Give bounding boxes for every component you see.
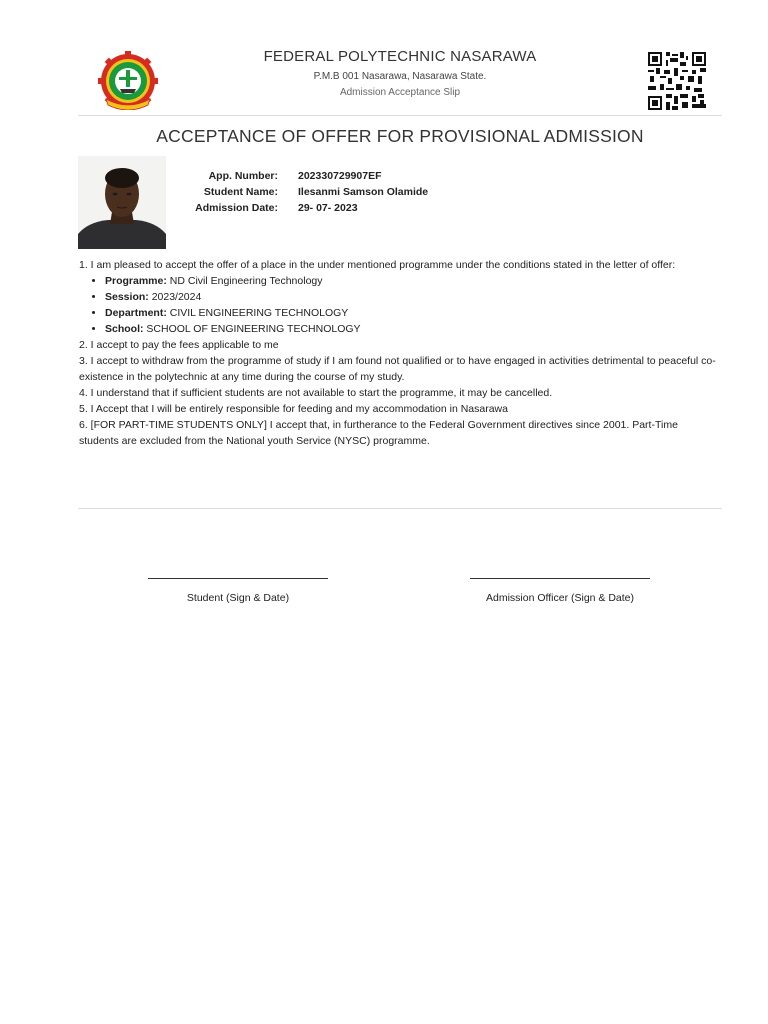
session-label: Session: <box>105 291 149 303</box>
list-item <box>105 305 719 321</box>
admission-date-value: 29- 07- 2023 <box>298 201 358 214</box>
officer-signature-label: Admission Officer (Sign & Date) <box>485 592 635 604</box>
student-photo <box>78 156 166 249</box>
clause-6: 6. [FOR PART-TIME STUDENTS ONLY] I accept that, in furtherance to the Federal Government directives since 2001. Part-Time students are excluded from the National youth Service (NYSC) programme. <box>79 419 678 447</box>
student-signature-block <box>148 570 328 604</box>
clause-3: 3. I accept to withdraw from the programme of study if I am found not qualified or to have engaged in activities detrimental to peaceful co-existence in the polytechnic at any time during the course of my study. <box>79 355 716 383</box>
programme-value: ND Civil Engineering Technology <box>169 275 323 287</box>
qr-code-icon <box>648 52 706 110</box>
department-value: CIVIL ENGINEERING TECHNOLOGY <box>169 307 349 319</box>
document-header <box>78 40 722 116</box>
clause-1: 1. I am pleased to accept the offer of a place in the under mentioned programme under the conditions stated in the letter of offer: <box>79 259 676 271</box>
list-item <box>105 273 719 289</box>
student-name-value: Ilesanmi Samson Olamide <box>298 185 429 198</box>
app-number-value: 202330729907EF <box>298 169 382 182</box>
programme-details-list <box>105 273 719 337</box>
officer-signature-line <box>470 578 650 586</box>
clause-4: 4. I understand that if sufficient students are not available to start the programme, it may be cancelled. <box>79 387 553 399</box>
document-title: ACCEPTANCE OF OFFER FOR PROVISIONAL ADMISSION <box>156 126 644 146</box>
student-name-label: Student Name: <box>203 185 278 198</box>
session-value: 2023/2024 <box>151 291 202 303</box>
school-label: School: <box>105 323 144 335</box>
clause-5: 5. I Accept that I will be entirely responsible for feeding and my accommodation in Nasarawa <box>79 403 508 415</box>
officer-signature-block <box>470 570 650 604</box>
list-item <box>105 321 719 337</box>
programme-label: Programme: <box>105 275 167 287</box>
header-text <box>168 48 632 98</box>
acceptance-clauses <box>79 257 719 449</box>
student-signature-line <box>148 578 328 586</box>
admission-date-row <box>180 200 428 216</box>
polytechnic-logo-icon <box>98 50 158 110</box>
student-signature-label: Student (Sign & Date) <box>186 592 290 604</box>
section-divider <box>78 508 722 509</box>
clause-2: 2. I accept to pay the fees applicable to me <box>79 339 279 351</box>
slip-type: Admission Acceptance Slip <box>339 87 461 98</box>
school-value: SCHOOL OF ENGINEERING TECHNOLOGY <box>146 323 361 335</box>
app-number-row <box>180 168 428 184</box>
student-info-table <box>180 168 428 216</box>
app-number-label: App. Number: <box>208 169 278 182</box>
student-name-row <box>180 184 428 200</box>
admission-date-label: Admission Date: <box>195 201 278 214</box>
department-label: Department: <box>105 307 167 319</box>
list-item <box>105 289 719 305</box>
institution-name: FEDERAL POLYTECHNIC NASARAWA <box>263 48 537 65</box>
institution-address: P.M.B 001 Nasarawa, Nasarawa State. <box>313 71 487 82</box>
